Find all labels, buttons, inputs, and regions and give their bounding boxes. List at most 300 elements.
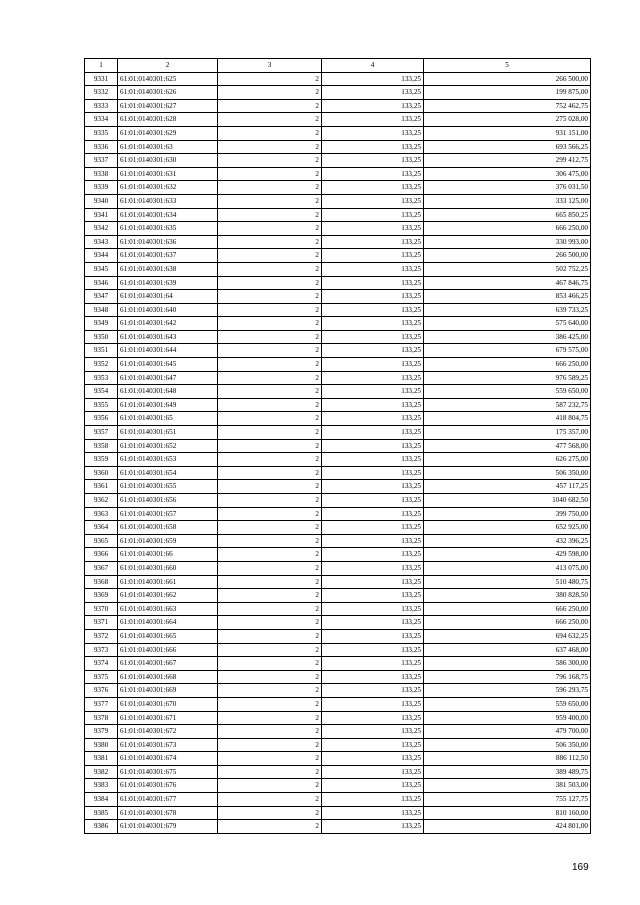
cadastral-number-cell: 61:01:0140301:673: [118, 738, 218, 752]
value-cell: 575 640,00: [424, 317, 591, 331]
area-cell: 133,25: [322, 548, 424, 562]
row-number-cell: 9365: [85, 534, 118, 548]
cadastral-number-cell: 61:01:0140301:630: [118, 154, 218, 168]
table-row: [85, 507, 591, 521]
count-cell: 2: [218, 181, 322, 195]
cadastral-number-cell: 61:01:0140301:653: [118, 453, 218, 467]
value-cell: 432 396,25: [424, 534, 591, 548]
area-cell: 133,25: [322, 426, 424, 440]
cadastral-number-cell: 61:01:0140301:639: [118, 276, 218, 290]
value-cell: 976 589,25: [424, 371, 591, 385]
count-cell: 2: [218, 385, 322, 399]
cadastral-number-cell: 61:01:0140301:664: [118, 616, 218, 630]
cadastral-number-cell: 61:01:0140301:659: [118, 534, 218, 548]
area-cell: 133,25: [322, 358, 424, 372]
table-row: [85, 140, 591, 154]
area-cell: 133,25: [322, 330, 424, 344]
area-cell: 133,25: [322, 643, 424, 657]
table-row: [85, 330, 591, 344]
cadastral-number-cell: 61:01:0140301:678: [118, 806, 218, 820]
cadastral-number-cell: 61:01:0140301:632: [118, 181, 218, 195]
count-cell: 2: [218, 140, 322, 154]
cadastral-number-cell: 61:01:0140301:627: [118, 99, 218, 113]
count-cell: 2: [218, 262, 322, 276]
count-cell: 2: [218, 276, 322, 290]
area-cell: 133,25: [322, 154, 424, 168]
count-cell: 2: [218, 629, 322, 643]
area-cell: 133,25: [322, 711, 424, 725]
count-cell: 2: [218, 113, 322, 127]
row-number-cell: 9355: [85, 398, 118, 412]
area-cell: 133,25: [322, 194, 424, 208]
table-row: [85, 494, 591, 508]
row-number-cell: 9342: [85, 222, 118, 236]
table-row: [85, 548, 591, 562]
area-cell: 133,25: [322, 344, 424, 358]
value-cell: 175 357,00: [424, 426, 591, 440]
row-number-cell: 9370: [85, 602, 118, 616]
cadastral-number-cell: 61:01:0140301:648: [118, 385, 218, 399]
column-header: 2: [118, 59, 218, 73]
row-number-cell: 9339: [85, 181, 118, 195]
area-cell: 133,25: [322, 521, 424, 535]
row-number-cell: 9335: [85, 126, 118, 140]
column-header: 3: [218, 59, 322, 73]
value-cell: 596 293,75: [424, 684, 591, 698]
area-cell: 133,25: [322, 208, 424, 222]
count-cell: 2: [218, 86, 322, 100]
value-cell: 477 568,00: [424, 439, 591, 453]
table-row: [85, 262, 591, 276]
row-number-cell: 9349: [85, 317, 118, 331]
value-cell: 931 151,00: [424, 126, 591, 140]
count-cell: 2: [218, 589, 322, 603]
count-cell: 2: [218, 330, 322, 344]
row-number-cell: 9350: [85, 330, 118, 344]
value-cell: 330 993,00: [424, 235, 591, 249]
row-number-cell: 9357: [85, 426, 118, 440]
table-row: [85, 181, 591, 195]
table-row: [85, 222, 591, 236]
table-row: [85, 711, 591, 725]
table-row: [85, 697, 591, 711]
table-header-row: [85, 59, 591, 73]
area-cell: 133,25: [322, 235, 424, 249]
cadastral-number-cell: 61:01:0140301:634: [118, 208, 218, 222]
area-cell: 133,25: [322, 140, 424, 154]
value-cell: 1040 682,50: [424, 494, 591, 508]
cadastral-number-cell: 61:01:0140301:637: [118, 249, 218, 263]
value-cell: 275 028,00: [424, 113, 591, 127]
row-number-cell: 9344: [85, 249, 118, 263]
table-row: [85, 317, 591, 331]
count-cell: 2: [218, 507, 322, 521]
cadastral-number-cell: 61:01:0140301:676: [118, 779, 218, 793]
row-number-cell: 9352: [85, 358, 118, 372]
table-row: [85, 126, 591, 140]
area-cell: 133,25: [322, 249, 424, 263]
area-cell: 133,25: [322, 398, 424, 412]
row-number-cell: 9374: [85, 657, 118, 671]
cadastral-number-cell: 61:01:0140301:66: [118, 548, 218, 562]
table-row: [85, 725, 591, 739]
table-row: [85, 602, 591, 616]
row-number-cell: 9379: [85, 725, 118, 739]
cadastral-number-cell: 61:01:0140301:635: [118, 222, 218, 236]
cadastral-number-cell: 61:01:0140301:660: [118, 561, 218, 575]
table-row: [85, 480, 591, 494]
value-cell: 810 160,00: [424, 806, 591, 820]
table-row: [85, 575, 591, 589]
count-cell: 2: [218, 208, 322, 222]
cadastral-number-cell: 61:01:0140301:663: [118, 602, 218, 616]
area-cell: 133,25: [322, 806, 424, 820]
cadastral-number-cell: 61:01:0140301:666: [118, 643, 218, 657]
area-cell: 133,25: [322, 494, 424, 508]
row-number-cell: 9347: [85, 290, 118, 304]
count-cell: 2: [218, 779, 322, 793]
value-cell: 666 250,00: [424, 616, 591, 630]
count-cell: 2: [218, 426, 322, 440]
area-cell: 133,25: [322, 466, 424, 480]
row-number-cell: 9386: [85, 820, 118, 834]
table-row: [85, 779, 591, 793]
row-number-cell: 9351: [85, 344, 118, 358]
row-number-cell: 9336: [85, 140, 118, 154]
table-row: [85, 113, 591, 127]
value-cell: 886 112,50: [424, 752, 591, 766]
table-row: [85, 99, 591, 113]
value-cell: 665 850,25: [424, 208, 591, 222]
area-cell: 133,25: [322, 738, 424, 752]
value-cell: 380 828,50: [424, 589, 591, 603]
table-row: [85, 561, 591, 575]
row-number-cell: 9366: [85, 548, 118, 562]
table-row: [85, 521, 591, 535]
count-cell: 2: [218, 602, 322, 616]
value-cell: 386 425,00: [424, 330, 591, 344]
value-cell: 502 752,25: [424, 262, 591, 276]
column-header: 4: [322, 59, 424, 73]
table-row: [85, 235, 591, 249]
value-cell: 853 466,25: [424, 290, 591, 304]
table-row: [85, 439, 591, 453]
table-row: [85, 371, 591, 385]
row-number-cell: 9367: [85, 561, 118, 575]
count-cell: 2: [218, 752, 322, 766]
count-cell: 2: [218, 358, 322, 372]
cadastral-number-cell: 61:01:0140301:665: [118, 629, 218, 643]
cadastral-number-cell: 61:01:0140301:671: [118, 711, 218, 725]
area-cell: 133,25: [322, 412, 424, 426]
area-cell: 133,25: [322, 684, 424, 698]
count-cell: 2: [218, 317, 322, 331]
cadastral-number-cell: 61:01:0140301:65: [118, 412, 218, 426]
value-cell: 755 127,75: [424, 793, 591, 807]
cadastral-number-cell: 61:01:0140301:626: [118, 86, 218, 100]
cadastral-number-cell: 61:01:0140301:670: [118, 697, 218, 711]
table-row: [85, 194, 591, 208]
count-cell: 2: [218, 154, 322, 168]
table-row: [85, 616, 591, 630]
count-cell: 2: [218, 711, 322, 725]
count-cell: 2: [218, 466, 322, 480]
count-cell: 2: [218, 398, 322, 412]
row-number-cell: 9331: [85, 72, 118, 86]
table-row: [85, 72, 591, 86]
area-cell: 133,25: [322, 86, 424, 100]
value-cell: 506 350,00: [424, 466, 591, 480]
table-row: [85, 358, 591, 372]
value-cell: 693 566,25: [424, 140, 591, 154]
cadastral-number-cell: 61:01:0140301:625: [118, 72, 218, 86]
value-cell: 424 801,00: [424, 820, 591, 834]
row-number-cell: 9375: [85, 670, 118, 684]
cadastral-number-cell: 61:01:0140301:649: [118, 398, 218, 412]
count-cell: 2: [218, 765, 322, 779]
value-cell: 587 232,75: [424, 398, 591, 412]
row-number-cell: 9340: [85, 194, 118, 208]
table-row: [85, 793, 591, 807]
cadastral-value-table: [84, 58, 591, 834]
row-number-cell: 9337: [85, 154, 118, 168]
area-cell: 133,25: [322, 752, 424, 766]
table-row: [85, 466, 591, 480]
cadastral-number-cell: 61:01:0140301:677: [118, 793, 218, 807]
value-cell: 266 500,00: [424, 249, 591, 263]
row-number-cell: 9383: [85, 779, 118, 793]
value-cell: 694 632,25: [424, 629, 591, 643]
table-body: [85, 72, 591, 833]
area-cell: 133,25: [322, 657, 424, 671]
count-cell: 2: [218, 249, 322, 263]
value-cell: 299 412,75: [424, 154, 591, 168]
cadastral-number-cell: 61:01:0140301:640: [118, 303, 218, 317]
area-cell: 133,25: [322, 126, 424, 140]
value-cell: 626 275,00: [424, 453, 591, 467]
value-cell: 418 804,75: [424, 412, 591, 426]
table-row: [85, 385, 591, 399]
count-cell: 2: [218, 534, 322, 548]
table-row: [85, 303, 591, 317]
table-row: [85, 412, 591, 426]
area-cell: 133,25: [322, 561, 424, 575]
value-cell: 666 250,00: [424, 358, 591, 372]
cadastral-number-cell: 61:01:0140301:669: [118, 684, 218, 698]
table-row: [85, 643, 591, 657]
cadastral-number-cell: 61:01:0140301:645: [118, 358, 218, 372]
value-cell: 586 300,00: [424, 657, 591, 671]
value-cell: 306 475,00: [424, 167, 591, 181]
value-cell: 652 925,00: [424, 521, 591, 535]
count-cell: 2: [218, 684, 322, 698]
cadastral-number-cell: 61:01:0140301:652: [118, 439, 218, 453]
row-number-cell: 9360: [85, 466, 118, 480]
cadastral-number-cell: 61:01:0140301:668: [118, 670, 218, 684]
column-header: 5: [424, 59, 591, 73]
area-cell: 133,25: [322, 616, 424, 630]
count-cell: 2: [218, 72, 322, 86]
count-cell: 2: [218, 561, 322, 575]
row-number-cell: 9369: [85, 589, 118, 603]
area-cell: 133,25: [322, 820, 424, 834]
area-cell: 133,25: [322, 317, 424, 331]
area-cell: 133,25: [322, 725, 424, 739]
count-cell: 2: [218, 344, 322, 358]
count-cell: 2: [218, 521, 322, 535]
table-row: [85, 167, 591, 181]
value-cell: 637 468,00: [424, 643, 591, 657]
area-cell: 133,25: [322, 222, 424, 236]
count-cell: 2: [218, 126, 322, 140]
row-number-cell: 9358: [85, 439, 118, 453]
cadastral-number-cell: 61:01:0140301:661: [118, 575, 218, 589]
row-number-cell: 9368: [85, 575, 118, 589]
area-cell: 133,25: [322, 113, 424, 127]
cadastral-number-cell: 61:01:0140301:679: [118, 820, 218, 834]
count-cell: 2: [218, 480, 322, 494]
count-cell: 2: [218, 738, 322, 752]
row-number-cell: 9378: [85, 711, 118, 725]
cadastral-number-cell: 61:01:0140301:642: [118, 317, 218, 331]
table-row: [85, 820, 591, 834]
area-cell: 133,25: [322, 371, 424, 385]
cadastral-number-cell: 61:01:0140301:647: [118, 371, 218, 385]
count-cell: 2: [218, 670, 322, 684]
table-row: [85, 290, 591, 304]
value-cell: 666 250,00: [424, 222, 591, 236]
table-row: [85, 806, 591, 820]
table-row: [85, 589, 591, 603]
count-cell: 2: [218, 303, 322, 317]
count-cell: 2: [218, 494, 322, 508]
area-cell: 133,25: [322, 779, 424, 793]
count-cell: 2: [218, 222, 322, 236]
value-cell: 559 650,00: [424, 385, 591, 399]
value-cell: 666 250,00: [424, 602, 591, 616]
row-number-cell: 9376: [85, 684, 118, 698]
value-cell: 479 700,00: [424, 725, 591, 739]
row-number-cell: 9341: [85, 208, 118, 222]
area-cell: 133,25: [322, 589, 424, 603]
table-row: [85, 657, 591, 671]
table-row: [85, 534, 591, 548]
row-number-cell: 9356: [85, 412, 118, 426]
row-number-cell: 9346: [85, 276, 118, 290]
count-cell: 2: [218, 412, 322, 426]
count-cell: 2: [218, 643, 322, 657]
value-cell: 389 489,75: [424, 765, 591, 779]
cadastral-number-cell: 61:01:0140301:672: [118, 725, 218, 739]
count-cell: 2: [218, 657, 322, 671]
value-cell: 639 733,25: [424, 303, 591, 317]
value-cell: 752 462,75: [424, 99, 591, 113]
count-cell: 2: [218, 575, 322, 589]
table-row: [85, 453, 591, 467]
count-cell: 2: [218, 439, 322, 453]
count-cell: 2: [218, 290, 322, 304]
row-number-cell: 9380: [85, 738, 118, 752]
cadastral-number-cell: 61:01:0140301:633: [118, 194, 218, 208]
row-number-cell: 9384: [85, 793, 118, 807]
cadastral-number-cell: 61:01:0140301:674: [118, 752, 218, 766]
table-row: [85, 86, 591, 100]
table-row: [85, 629, 591, 643]
cadastral-number-cell: 61:01:0140301:643: [118, 330, 218, 344]
value-cell: 959 400,00: [424, 711, 591, 725]
value-cell: 559 650,00: [424, 697, 591, 711]
area-cell: 133,25: [322, 167, 424, 181]
table-row: [85, 249, 591, 263]
value-cell: 266 500,00: [424, 72, 591, 86]
table-row: [85, 208, 591, 222]
cadastral-number-cell: 61:01:0140301:651: [118, 426, 218, 440]
row-number-cell: 9385: [85, 806, 118, 820]
cadastral-number-cell: 61:01:0140301:658: [118, 521, 218, 535]
area-cell: 133,25: [322, 765, 424, 779]
area-cell: 133,25: [322, 453, 424, 467]
row-number-cell: 9332: [85, 86, 118, 100]
row-number-cell: 9345: [85, 262, 118, 276]
row-number-cell: 9353: [85, 371, 118, 385]
row-number-cell: 9364: [85, 521, 118, 535]
area-cell: 133,25: [322, 262, 424, 276]
row-number-cell: 9361: [85, 480, 118, 494]
cadastral-number-cell: 61:01:0140301:656: [118, 494, 218, 508]
cadastral-number-cell: 61:01:0140301:662: [118, 589, 218, 603]
cadastral-number-cell: 61:01:0140301:631: [118, 167, 218, 181]
count-cell: 2: [218, 548, 322, 562]
area-cell: 133,25: [322, 72, 424, 86]
table-row: [85, 670, 591, 684]
area-cell: 133,25: [322, 290, 424, 304]
value-cell: 413 075,00: [424, 561, 591, 575]
table-row: [85, 154, 591, 168]
table-row: [85, 398, 591, 412]
value-cell: 333 125,00: [424, 194, 591, 208]
table-row: [85, 426, 591, 440]
value-cell: 399 750,00: [424, 507, 591, 521]
row-number-cell: 9333: [85, 99, 118, 113]
row-number-cell: 9382: [85, 765, 118, 779]
count-cell: 2: [218, 167, 322, 181]
row-number-cell: 9362: [85, 494, 118, 508]
cadastral-number-cell: 61:01:0140301:667: [118, 657, 218, 671]
row-number-cell: 9373: [85, 643, 118, 657]
row-number-cell: 9381: [85, 752, 118, 766]
count-cell: 2: [218, 793, 322, 807]
cadastral-number-cell: 61:01:0140301:654: [118, 466, 218, 480]
cadastral-number-cell: 61:01:0140301:644: [118, 344, 218, 358]
table-row: [85, 276, 591, 290]
cadastral-number-cell: 61:01:0140301:636: [118, 235, 218, 249]
table-row: [85, 684, 591, 698]
cadastral-number-cell: 61:01:0140301:657: [118, 507, 218, 521]
cadastral-number-cell: 61:01:0140301:629: [118, 126, 218, 140]
table-row: [85, 752, 591, 766]
area-cell: 133,25: [322, 181, 424, 195]
value-cell: 429 598,00: [424, 548, 591, 562]
area-cell: 133,25: [322, 697, 424, 711]
table-row: [85, 738, 591, 752]
row-number-cell: 9338: [85, 167, 118, 181]
area-cell: 133,25: [322, 303, 424, 317]
row-number-cell: 9354: [85, 385, 118, 399]
cadastral-number-cell: 61:01:0140301:628: [118, 113, 218, 127]
count-cell: 2: [218, 725, 322, 739]
cadastral-number-cell: 61:01:0140301:675: [118, 765, 218, 779]
count-cell: 2: [218, 697, 322, 711]
